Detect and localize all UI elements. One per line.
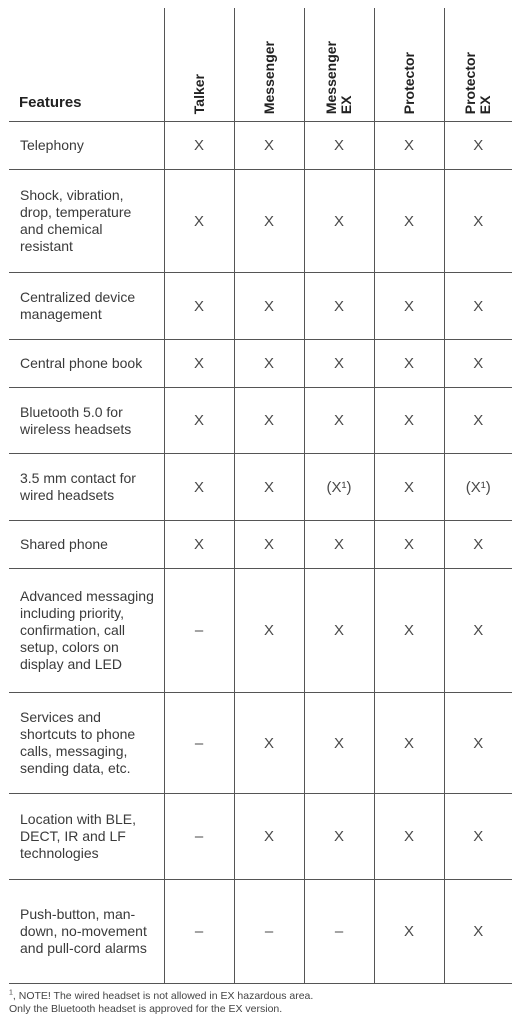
availability-cell: – (164, 794, 234, 880)
feature-cell: Bluetooth 5.0 for wireless headsets (9, 388, 164, 454)
availability-cell: X (444, 521, 512, 569)
availability-cell: X (164, 122, 234, 170)
availability-cell: X (374, 521, 444, 569)
feature-cell: Telephony (9, 122, 164, 170)
availability-cell: X (164, 388, 234, 454)
availability-cell: X (234, 693, 304, 794)
table-body (9, 122, 512, 984)
availability-cell: X (234, 454, 304, 521)
table-row (9, 273, 512, 340)
availability-cell: X (444, 693, 512, 794)
availability-cell: – (164, 693, 234, 794)
availability-cell: X (304, 170, 374, 273)
availability-cell: X (374, 273, 444, 340)
availability-cell: X (304, 388, 374, 454)
table-row (9, 693, 512, 794)
availability-cell: X (164, 273, 234, 340)
availability-cell: X (304, 794, 374, 880)
feature-cell: Push-button, man-down, no-movement and pull-cord alarms (9, 880, 164, 984)
availability-cell: X (374, 880, 444, 984)
table-row (9, 880, 512, 984)
availability-cell: X (304, 521, 374, 569)
column-header-label: Protector (400, 51, 417, 114)
availability-cell: X (374, 388, 444, 454)
availability-cell: X (234, 122, 304, 170)
availability-cell: X (234, 340, 304, 388)
feature-cell: Shock, vibration, drop, temperature and chemical resistant (9, 170, 164, 273)
footnote-line-1 (9, 990, 509, 1003)
feature-cell: Advanced messaging including priority, confirmation, call setup, colors on display and LED (9, 569, 164, 693)
availability-cell: X (164, 170, 234, 273)
column-header-messenger-ex (304, 8, 374, 122)
availability-cell: X (234, 521, 304, 569)
availability-cell: X (164, 340, 234, 388)
availability-cell: X (164, 521, 234, 569)
table-row (9, 122, 512, 170)
table-row (9, 454, 512, 521)
availability-cell: X (374, 569, 444, 693)
column-header-messenger (234, 8, 304, 122)
footnote (9, 990, 509, 1016)
header-row (9, 8, 512, 122)
column-header-protector (374, 8, 444, 122)
availability-cell: X (164, 454, 234, 521)
footnote-line-2: Only the Bluetooth headset is approved for the EX version. (9, 1003, 283, 1015)
availability-cell: X (444, 388, 512, 454)
availability-cell: X (234, 794, 304, 880)
availability-cell: – (234, 880, 304, 984)
footnote-marker: 1 (9, 989, 13, 997)
availability-cell: X (444, 122, 512, 170)
table-row (9, 569, 512, 693)
availability-cell: X (374, 794, 444, 880)
availability-cell: X (374, 340, 444, 388)
availability-cell: X (304, 340, 374, 388)
availability-cell: – (164, 880, 234, 984)
table-row (9, 794, 512, 880)
availability-cell: X (304, 122, 374, 170)
column-header-protector-ex (444, 8, 512, 122)
availability-cell: X (374, 122, 444, 170)
availability-cell: (X¹) (304, 454, 374, 521)
availability-cell: X (444, 569, 512, 693)
availability-cell: X (304, 273, 374, 340)
availability-cell: – (304, 880, 374, 984)
availability-cell: X (304, 693, 374, 794)
availability-cell: (X¹) (444, 454, 512, 521)
table-row (9, 521, 512, 569)
column-header-label: Talker (190, 73, 207, 114)
availability-cell: X (444, 880, 512, 984)
availability-cell: X (374, 693, 444, 794)
column-header-talker (164, 8, 234, 122)
availability-cell: X (234, 170, 304, 273)
availability-cell: X (444, 170, 512, 273)
availability-cell: X (234, 569, 304, 693)
table-row (9, 170, 512, 273)
feature-cell: Shared phone (9, 521, 164, 569)
column-header-label: Messenger (260, 40, 277, 114)
feature-cell: Centralized device management (9, 273, 164, 340)
availability-cell: X (234, 388, 304, 454)
availability-cell: X (234, 273, 304, 340)
availability-cell: – (164, 569, 234, 693)
availability-cell: X (444, 340, 512, 388)
feature-comparison-table (9, 8, 512, 984)
availability-cell: X (304, 569, 374, 693)
table-row (9, 340, 512, 388)
availability-cell: X (444, 794, 512, 880)
footnote-text-1: , NOTE! The wired headset is not allowed in EX hazardous area. (12, 990, 314, 1002)
feature-cell: Services and shortcuts to phone calls, messaging, sending data, etc. (9, 693, 164, 794)
availability-cell: X (374, 170, 444, 273)
feature-cell: Location with BLE, DECT, IR and LF technologies (9, 794, 164, 880)
feature-cell: Central phone book (9, 340, 164, 388)
column-header-label: Protector EX (462, 51, 494, 114)
table-row (9, 388, 512, 454)
column-header-label: Messenger EX (323, 40, 354, 114)
features-column-header: Features (9, 8, 164, 122)
feature-cell: 3.5 mm contact for wired headsets (9, 454, 164, 521)
availability-cell: X (374, 454, 444, 521)
availability-cell: X (444, 273, 512, 340)
